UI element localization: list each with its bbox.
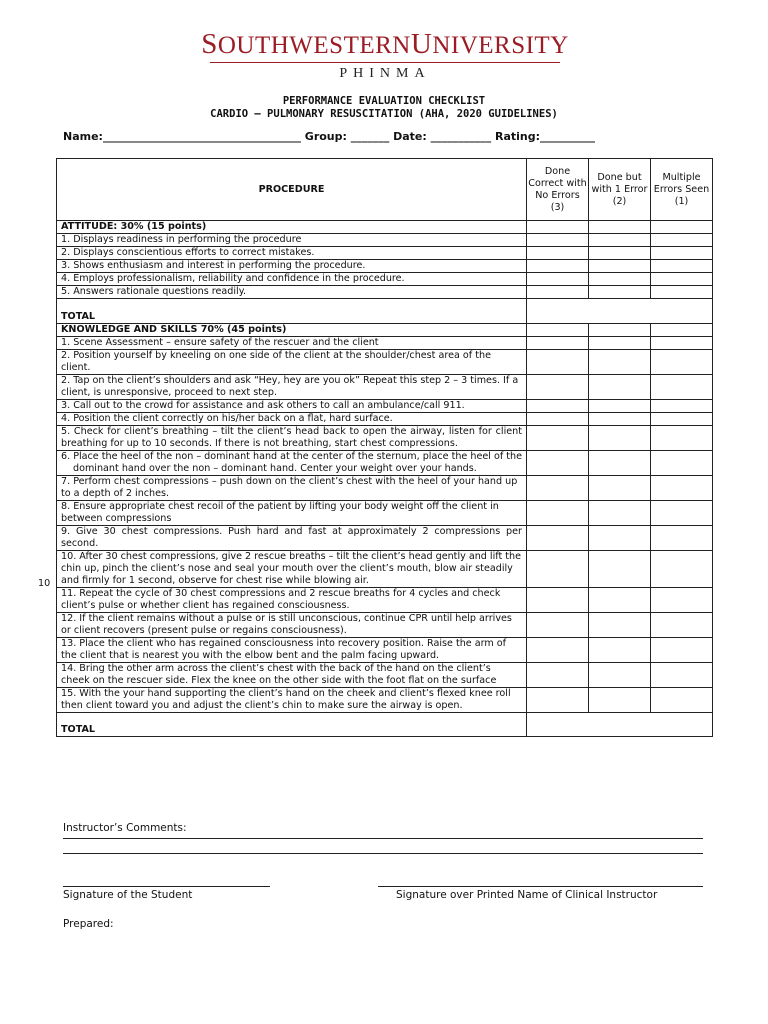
logo-wordmark: SOUTHWESTERNUNIVERSITY (201, 28, 569, 60)
table-row (57, 526, 713, 551)
table-row (57, 476, 713, 501)
date-field[interactable]: ___________ (430, 130, 492, 143)
score-cell[interactable] (589, 260, 651, 273)
score-cell[interactable] (589, 451, 651, 476)
evaluation-checklist-table (56, 158, 713, 737)
table-row (57, 413, 713, 426)
score-cell[interactable] (651, 613, 713, 638)
total-cell[interactable] (527, 713, 713, 737)
table-row (57, 375, 713, 400)
score-cell[interactable] (589, 638, 651, 663)
header-procedure: PROCEDURE (57, 159, 527, 221)
procedure-step: 6. Place the heel of the non – dominant hand at the center of the sternum, place the heel of the dominant hand over the non – dominant hand. Center your weight over your hands. (57, 451, 527, 476)
score-cell[interactable] (589, 221, 651, 234)
score-cell[interactable] (589, 663, 651, 688)
procedure-step: 4. Position the client correctly on his/her back on a flat, hard surface. (57, 413, 527, 426)
score-cell[interactable] (651, 260, 713, 273)
score-cell[interactable] (589, 234, 651, 247)
score-cell[interactable] (527, 324, 589, 337)
margin-note: 10 (38, 578, 51, 589)
total-label: TOTAL (57, 713, 527, 737)
procedure-step: 3. Call out to the crowd for assistance and ask others to call an ambulance/call 911. (57, 400, 527, 413)
score-cell[interactable] (651, 663, 713, 688)
score-cell[interactable] (651, 476, 713, 501)
university-logo (200, 30, 570, 83)
score-cell[interactable] (589, 551, 651, 588)
score-cell[interactable] (589, 526, 651, 551)
comment-line[interactable] (63, 853, 703, 854)
procedure-step: 13. Place the client who has regained consciousness into recovery position. Raise the arm of the client that is nearest you with the elbow bent and the palm facing upward. (57, 638, 527, 663)
score-cell[interactable] (589, 273, 651, 286)
table-row (57, 663, 713, 688)
score-cell[interactable] (589, 413, 651, 426)
score-cell[interactable] (527, 613, 589, 638)
instructor-signature-label: Signature over Printed Name of Clinical Instructor (396, 889, 658, 901)
procedure-step: 4. Employs professionalism, reliability and confidence in the procedure. (57, 273, 527, 286)
section-title: ATTITUDE: 30% (15 points) (57, 221, 527, 234)
score-cell[interactable] (527, 588, 589, 613)
table-row (57, 551, 713, 588)
score-cell[interactable] (651, 337, 713, 350)
procedure-step: 2. Tap on the client’s shoulders and ask “Hey, hey are you ok” Repeat this step 2 – 3 times. If a client, is unresponsive, proceed to next step. (57, 375, 527, 400)
name-field[interactable]: ____________________________________ (102, 130, 301, 143)
date-label: Date: (393, 130, 427, 143)
score-cell[interactable] (527, 526, 589, 551)
rating-field[interactable]: __________ (540, 130, 595, 143)
table-header-row (57, 159, 713, 221)
score-cell[interactable] (527, 273, 589, 286)
score-cell[interactable] (589, 337, 651, 350)
name-label: Name: (63, 130, 103, 143)
score-cell[interactable] (651, 400, 713, 413)
score-cell[interactable] (651, 526, 713, 551)
score-cell[interactable] (651, 588, 713, 613)
table-row (57, 273, 713, 286)
procedure-step: 1. Scene Assessment – ensure safety of the rescuer and the client (57, 337, 527, 350)
score-cell[interactable] (527, 426, 589, 451)
procedure-step: 7. Perform chest compressions – push down on the client’s chest with the heel of your hand up to a depth of 2 inches. (57, 476, 527, 501)
score-cell[interactable] (527, 476, 589, 501)
comments-label: Instructor’s Comments: (63, 822, 187, 834)
score-cell[interactable] (589, 588, 651, 613)
score-cell[interactable] (527, 638, 589, 663)
procedure-step: 2. Displays conscientious efforts to correct mistakes. (57, 247, 527, 260)
procedure-step: 8. Ensure appropriate chest recoil of the patient by lifting your body weight off the client in between compressions (57, 501, 527, 526)
section-attitude (57, 221, 713, 234)
score-cell[interactable] (651, 221, 713, 234)
score-cell[interactable] (527, 375, 589, 400)
title-line-1: PERFORMANCE EVALUATION CHECKLIST (282, 95, 486, 107)
score-cell[interactable] (527, 286, 589, 299)
score-cell[interactable] (651, 324, 713, 337)
procedure-step: 9. Give 30 chest compressions. Push hard and fast at approximately 2 compressions per second. (57, 526, 527, 551)
table-row (57, 688, 713, 713)
score-cell[interactable] (589, 476, 651, 501)
score-cell[interactable] (651, 501, 713, 526)
score-cell[interactable] (589, 400, 651, 413)
document-title (0, 95, 768, 121)
score-cell[interactable] (527, 247, 589, 260)
score-cell[interactable] (589, 375, 651, 400)
table-row (57, 400, 713, 413)
table-row (57, 451, 713, 476)
procedure-step: 14. Bring the other arm across the client’s chest with the back of the hand on the client’s cheek on the rescuer side. Flex the knee on the other side with the foot flat on the surface (57, 663, 527, 688)
procedure-step: 5. Answers rationale questions readily. (57, 286, 527, 299)
score-cell[interactable] (651, 638, 713, 663)
table-row (57, 501, 713, 526)
table-row (57, 613, 713, 638)
table-row (57, 426, 713, 451)
score-cell[interactable] (589, 324, 651, 337)
score-cell[interactable] (651, 451, 713, 476)
group-field[interactable]: _______ (350, 130, 390, 143)
section-title: KNOWLEDGE AND SKILLS 70% (45 points) (57, 324, 527, 337)
section-knowledge-skills (57, 324, 713, 337)
score-cell[interactable] (527, 400, 589, 413)
rating-label: Rating: (494, 130, 540, 143)
comment-line[interactable] (63, 838, 703, 839)
skills-total-row (57, 713, 713, 737)
score-cell[interactable] (527, 260, 589, 273)
score-cell[interactable] (589, 688, 651, 713)
score-cell[interactable] (527, 350, 589, 375)
table-row (57, 350, 713, 375)
score-cell[interactable] (589, 426, 651, 451)
student-info-line (63, 130, 723, 143)
table-row (57, 588, 713, 613)
header-multiple-errors: Multiple Errors Seen (1) (651, 159, 713, 221)
score-cell[interactable] (651, 375, 713, 400)
score-cell[interactable] (651, 413, 713, 426)
score-cell[interactable] (527, 663, 589, 688)
group-label: Group: (304, 130, 347, 143)
table-row (57, 337, 713, 350)
score-cell[interactable] (651, 350, 713, 375)
logo-divider (210, 62, 560, 63)
procedure-step: 15. With the your hand supporting the client’s hand on the cheek and client’s flexed knee roll then client toward you and adjust the client’s chin to make sure the airway is open. (57, 688, 527, 713)
score-cell[interactable] (651, 688, 713, 713)
table-row (57, 234, 713, 247)
procedure-step: 11. Repeat the cycle of 30 chest compressions and 2 rescue breaths for 4 cycles and check client’s pulse or whether client has regained consciousness. (57, 588, 527, 613)
score-cell[interactable] (527, 501, 589, 526)
table-row (57, 247, 713, 260)
prepared-label: Prepared: (63, 918, 114, 930)
table-row (57, 260, 713, 273)
header-done-correct: Done Correct with No Errors (3) (527, 159, 589, 221)
score-cell[interactable] (651, 234, 713, 247)
score-cell[interactable] (527, 234, 589, 247)
score-cell[interactable] (589, 613, 651, 638)
score-cell[interactable] (651, 286, 713, 299)
score-cell[interactable] (527, 413, 589, 426)
score-cell[interactable] (527, 688, 589, 713)
procedure-step: 1. Displays readiness in performing the procedure (57, 234, 527, 247)
instructor-signature-line[interactable] (378, 886, 703, 887)
logo-subtitle: PHINMA (339, 66, 431, 81)
score-cell[interactable] (589, 350, 651, 375)
procedure-step: 3. Shows enthusiasm and interest in performing the procedure. (57, 260, 527, 273)
header-one-error: Done but with 1 Error (2) (589, 159, 651, 221)
score-cell[interactable] (651, 551, 713, 588)
title-line-2: CARDIO – PULMONARY RESUSCITATION (AHA, 2020 GUIDELINES) (210, 108, 558, 120)
procedure-step: 5. Check for client’s breathing – tilt the client’s head back to open the airway, listen for client breathing for up to 10 seconds. If there is not breathing, start chest compressions. (57, 426, 527, 451)
score-cell[interactable] (651, 247, 713, 260)
score-cell[interactable] (589, 247, 651, 260)
procedure-step: 10. After 30 chest compressions, give 2 rescue breaths – tilt the client’s head gently and lift the chin up, pinch the client’s nose and seal your mouth over the client’s mouth, blow air steadily and firmly for 1 second, observe for chest rise while blowing air. (57, 551, 527, 588)
score-cell[interactable] (527, 551, 589, 588)
student-signature-line[interactable] (63, 886, 270, 887)
score-cell[interactable] (527, 221, 589, 234)
total-cell[interactable] (527, 299, 713, 324)
procedure-step: 2. Position yourself by kneeling on one side of the client at the shoulder/chest area of the client. (57, 350, 527, 375)
table-row (57, 638, 713, 663)
total-label: TOTAL (57, 299, 527, 324)
score-cell[interactable] (651, 273, 713, 286)
student-signature-label: Signature of the Student (63, 889, 193, 901)
table-row (57, 286, 713, 299)
score-cell[interactable] (589, 286, 651, 299)
instructor-comments (63, 822, 703, 854)
procedure-step: 12. If the client remains without a pulse or is still unconscious, continue CPR until help arrives or client recovers (present pulse or regains consciousness). (57, 613, 527, 638)
score-cell[interactable] (589, 501, 651, 526)
score-cell[interactable] (651, 426, 713, 451)
attitude-total-row (57, 299, 713, 324)
score-cell[interactable] (527, 451, 589, 476)
score-cell[interactable] (527, 337, 589, 350)
